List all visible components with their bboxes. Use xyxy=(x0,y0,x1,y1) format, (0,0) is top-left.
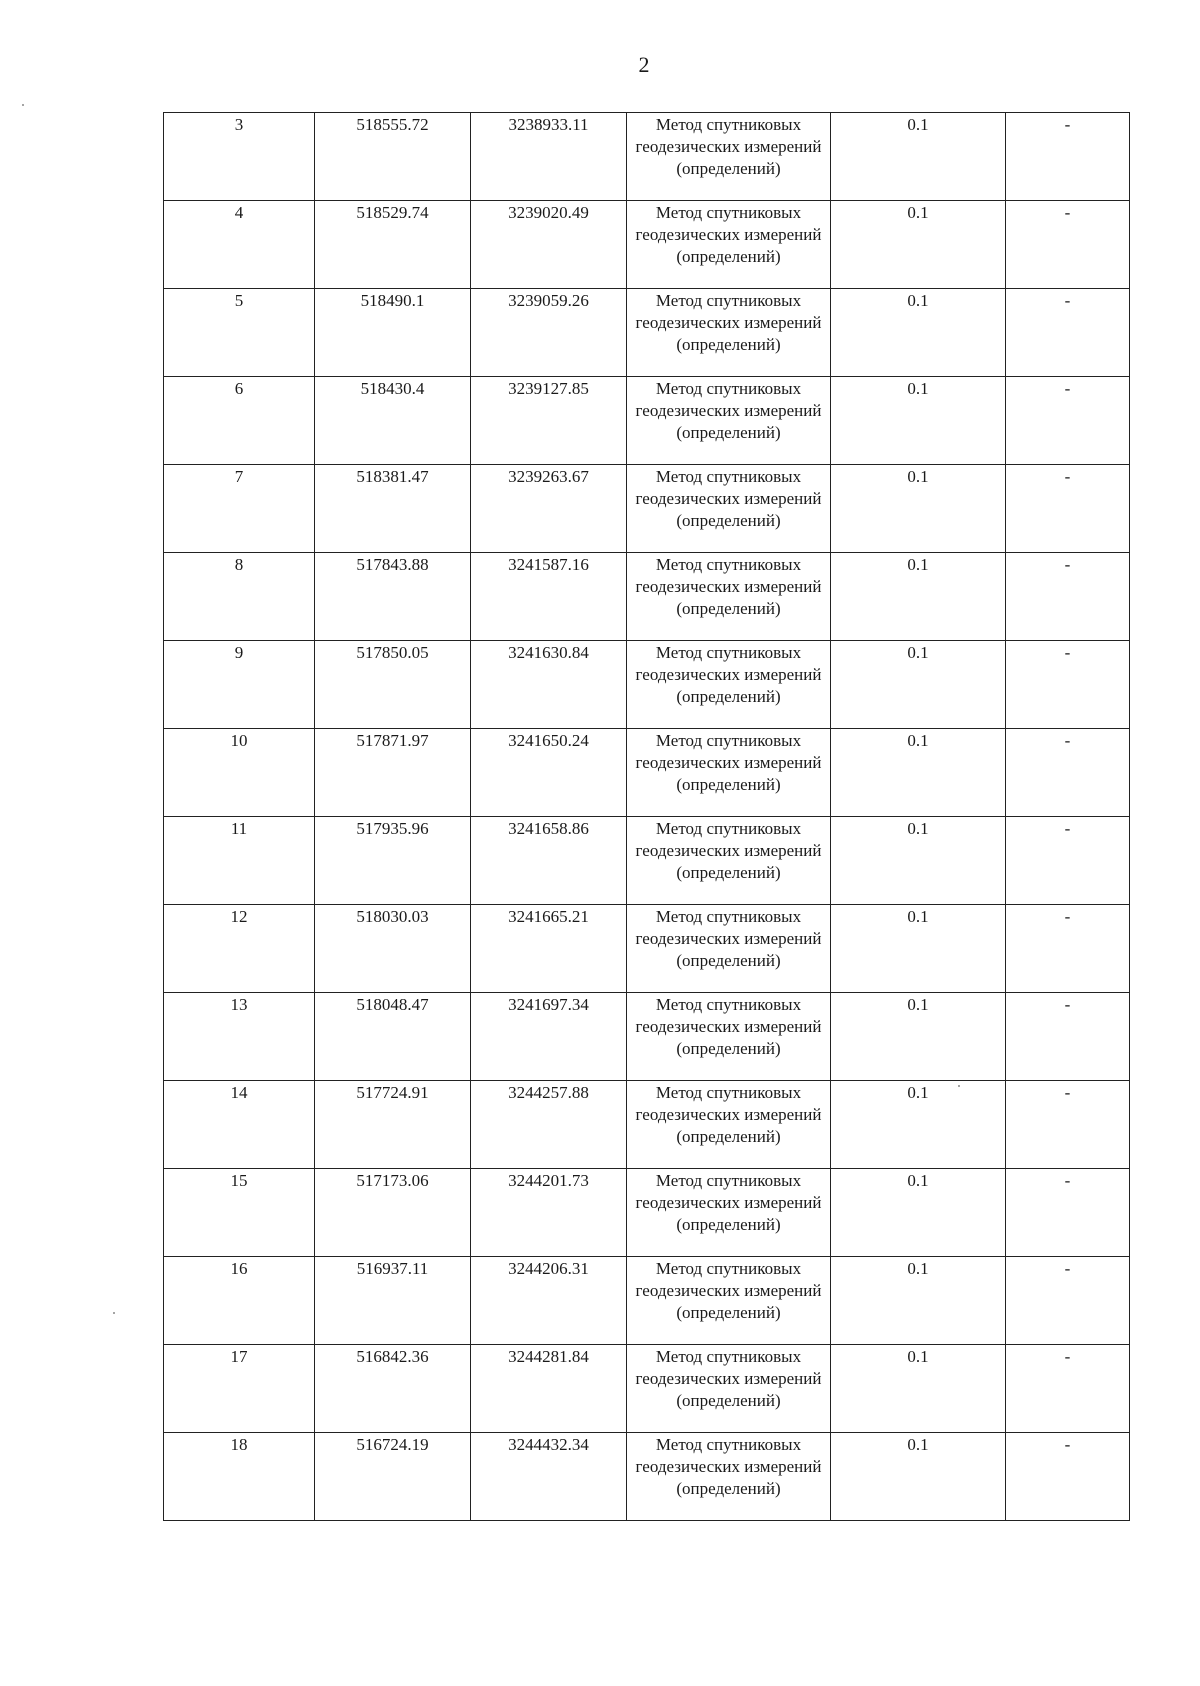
method-cell: Метод спутниковых геодезических измерений (определений) xyxy=(627,729,831,817)
note-cell: - xyxy=(1006,289,1130,377)
accuracy-cell: 0.1 xyxy=(831,905,1006,993)
x-coordinate-cell: 517935.96 xyxy=(315,817,471,905)
method-cell: Метод спутниковых геодезических измерений (определений) xyxy=(627,113,831,201)
point-number-cell: 12 xyxy=(164,905,315,993)
method-cell: Метод спутниковых геодезических измерений (определений) xyxy=(627,993,831,1081)
accuracy-cell: 0.1 xyxy=(831,1081,1006,1169)
x-coordinate-cell: 518048.47 xyxy=(315,993,471,1081)
x-coordinate-cell: 517843.88 xyxy=(315,553,471,641)
y-coordinate-cell: 3239020.49 xyxy=(471,201,627,289)
x-coordinate-cell: 517871.97 xyxy=(315,729,471,817)
y-coordinate-cell: 3239127.85 xyxy=(471,377,627,465)
point-number-cell: 16 xyxy=(164,1257,315,1345)
note-cell: - xyxy=(1006,905,1130,993)
table-row xyxy=(164,1081,1130,1169)
x-coordinate-cell: 518555.72 xyxy=(315,113,471,201)
y-coordinate-cell: 3241630.84 xyxy=(471,641,627,729)
point-number-cell: 18 xyxy=(164,1433,315,1521)
x-coordinate-cell: 518490.1 xyxy=(315,289,471,377)
note-cell: - xyxy=(1006,201,1130,289)
note-cell: - xyxy=(1006,993,1130,1081)
y-coordinate-cell: 3239059.26 xyxy=(471,289,627,377)
accuracy-cell: 0.1 xyxy=(831,1257,1006,1345)
x-coordinate-cell: 517173.06 xyxy=(315,1169,471,1257)
y-coordinate-cell: 3241650.24 xyxy=(471,729,627,817)
table-row xyxy=(164,1345,1130,1433)
note-cell: - xyxy=(1006,1257,1130,1345)
y-coordinate-cell: 3244257.88 xyxy=(471,1081,627,1169)
scan-speck xyxy=(22,104,24,106)
x-coordinate-cell: 518529.74 xyxy=(315,201,471,289)
method-cell: Метод спутниковых геодезических измерений (определений) xyxy=(627,817,831,905)
point-number-cell: 9 xyxy=(164,641,315,729)
y-coordinate-cell: 3241665.21 xyxy=(471,905,627,993)
accuracy-cell: 0.1 xyxy=(831,993,1006,1081)
table-row xyxy=(164,465,1130,553)
y-coordinate-cell: 3241587.16 xyxy=(471,553,627,641)
point-number-cell: 5 xyxy=(164,289,315,377)
table-row xyxy=(164,113,1130,201)
y-coordinate-cell: 3238933.11 xyxy=(471,113,627,201)
x-coordinate-cell: 517724.91 xyxy=(315,1081,471,1169)
x-coordinate-cell: 516842.36 xyxy=(315,1345,471,1433)
note-cell: - xyxy=(1006,465,1130,553)
point-number-cell: 11 xyxy=(164,817,315,905)
accuracy-cell: 0.1 xyxy=(831,201,1006,289)
note-cell: - xyxy=(1006,641,1130,729)
coordinates-table xyxy=(163,112,1130,1521)
page-number: 2 xyxy=(638,52,650,77)
note-cell: - xyxy=(1006,1433,1130,1521)
scan-speck xyxy=(113,1312,115,1314)
accuracy-cell: 0.1 xyxy=(831,465,1006,553)
point-number-cell: 14 xyxy=(164,1081,315,1169)
table-row xyxy=(164,1433,1130,1521)
y-coordinate-cell: 3241697.34 xyxy=(471,993,627,1081)
y-coordinate-cell: 3244281.84 xyxy=(471,1345,627,1433)
method-cell: Метод спутниковых геодезических измерений (определений) xyxy=(627,1257,831,1345)
accuracy-cell: 0.1 xyxy=(831,1433,1006,1521)
x-coordinate-cell: 517850.05 xyxy=(315,641,471,729)
table-row xyxy=(164,641,1130,729)
accuracy-cell: 0.1 xyxy=(831,729,1006,817)
coordinates-table-body xyxy=(164,113,1130,1521)
scan-speck xyxy=(958,1085,960,1087)
method-cell: Метод спутниковых геодезических измерений (определений) xyxy=(627,553,831,641)
method-cell: Метод спутниковых геодезических измерений (определений) xyxy=(627,905,831,993)
accuracy-cell: 0.1 xyxy=(831,817,1006,905)
accuracy-cell: 0.1 xyxy=(831,553,1006,641)
table-row xyxy=(164,993,1130,1081)
table-row xyxy=(164,201,1130,289)
y-coordinate-cell: 3239263.67 xyxy=(471,465,627,553)
table-row xyxy=(164,1169,1130,1257)
accuracy-cell: 0.1 xyxy=(831,1345,1006,1433)
note-cell: - xyxy=(1006,1169,1130,1257)
accuracy-cell: 0.1 xyxy=(831,289,1006,377)
point-number-cell: 3 xyxy=(164,113,315,201)
note-cell: - xyxy=(1006,377,1130,465)
x-coordinate-cell: 518381.47 xyxy=(315,465,471,553)
x-coordinate-cell: 518430.4 xyxy=(315,377,471,465)
table-row xyxy=(164,377,1130,465)
point-number-cell: 10 xyxy=(164,729,315,817)
table-row xyxy=(164,289,1130,377)
method-cell: Метод спутниковых геодезических измерений (определений) xyxy=(627,1169,831,1257)
point-number-cell: 15 xyxy=(164,1169,315,1257)
table-row xyxy=(164,905,1130,993)
point-number-cell: 8 xyxy=(164,553,315,641)
point-number-cell: 6 xyxy=(164,377,315,465)
point-number-cell: 4 xyxy=(164,201,315,289)
accuracy-cell: 0.1 xyxy=(831,113,1006,201)
y-coordinate-cell: 3244432.34 xyxy=(471,1433,627,1521)
note-cell: - xyxy=(1006,817,1130,905)
table-row xyxy=(164,729,1130,817)
note-cell: - xyxy=(1006,553,1130,641)
x-coordinate-cell: 516724.19 xyxy=(315,1433,471,1521)
method-cell: Метод спутниковых геодезических измерений (определений) xyxy=(627,465,831,553)
method-cell: Метод спутниковых геодезических измерений (определений) xyxy=(627,641,831,729)
note-cell: - xyxy=(1006,113,1130,201)
method-cell: Метод спутниковых геодезических измерений (определений) xyxy=(627,1345,831,1433)
accuracy-cell: 0.1 xyxy=(831,641,1006,729)
method-cell: Метод спутниковых геодезических измерений (определений) xyxy=(627,377,831,465)
method-cell: Метод спутниковых геодезических измерений (определений) xyxy=(627,201,831,289)
note-cell: - xyxy=(1006,1345,1130,1433)
point-number-cell: 17 xyxy=(164,1345,315,1433)
accuracy-cell: 0.1 xyxy=(831,1169,1006,1257)
method-cell: Метод спутниковых геодезических измерений (определений) xyxy=(627,289,831,377)
table-row xyxy=(164,1257,1130,1345)
method-cell: Метод спутниковых геодезических измерений (определений) xyxy=(627,1081,831,1169)
y-coordinate-cell: 3244201.73 xyxy=(471,1169,627,1257)
method-cell: Метод спутниковых геодезических измерений (определений) xyxy=(627,1433,831,1521)
y-coordinate-cell: 3241658.86 xyxy=(471,817,627,905)
note-cell: - xyxy=(1006,729,1130,817)
note-cell: - xyxy=(1006,1081,1130,1169)
point-number-cell: 7 xyxy=(164,465,315,553)
table-row xyxy=(164,817,1130,905)
x-coordinate-cell: 516937.11 xyxy=(315,1257,471,1345)
accuracy-cell: 0.1 xyxy=(831,377,1006,465)
table-row xyxy=(164,553,1130,641)
y-coordinate-cell: 3244206.31 xyxy=(471,1257,627,1345)
point-number-cell: 13 xyxy=(164,993,315,1081)
x-coordinate-cell: 518030.03 xyxy=(315,905,471,993)
